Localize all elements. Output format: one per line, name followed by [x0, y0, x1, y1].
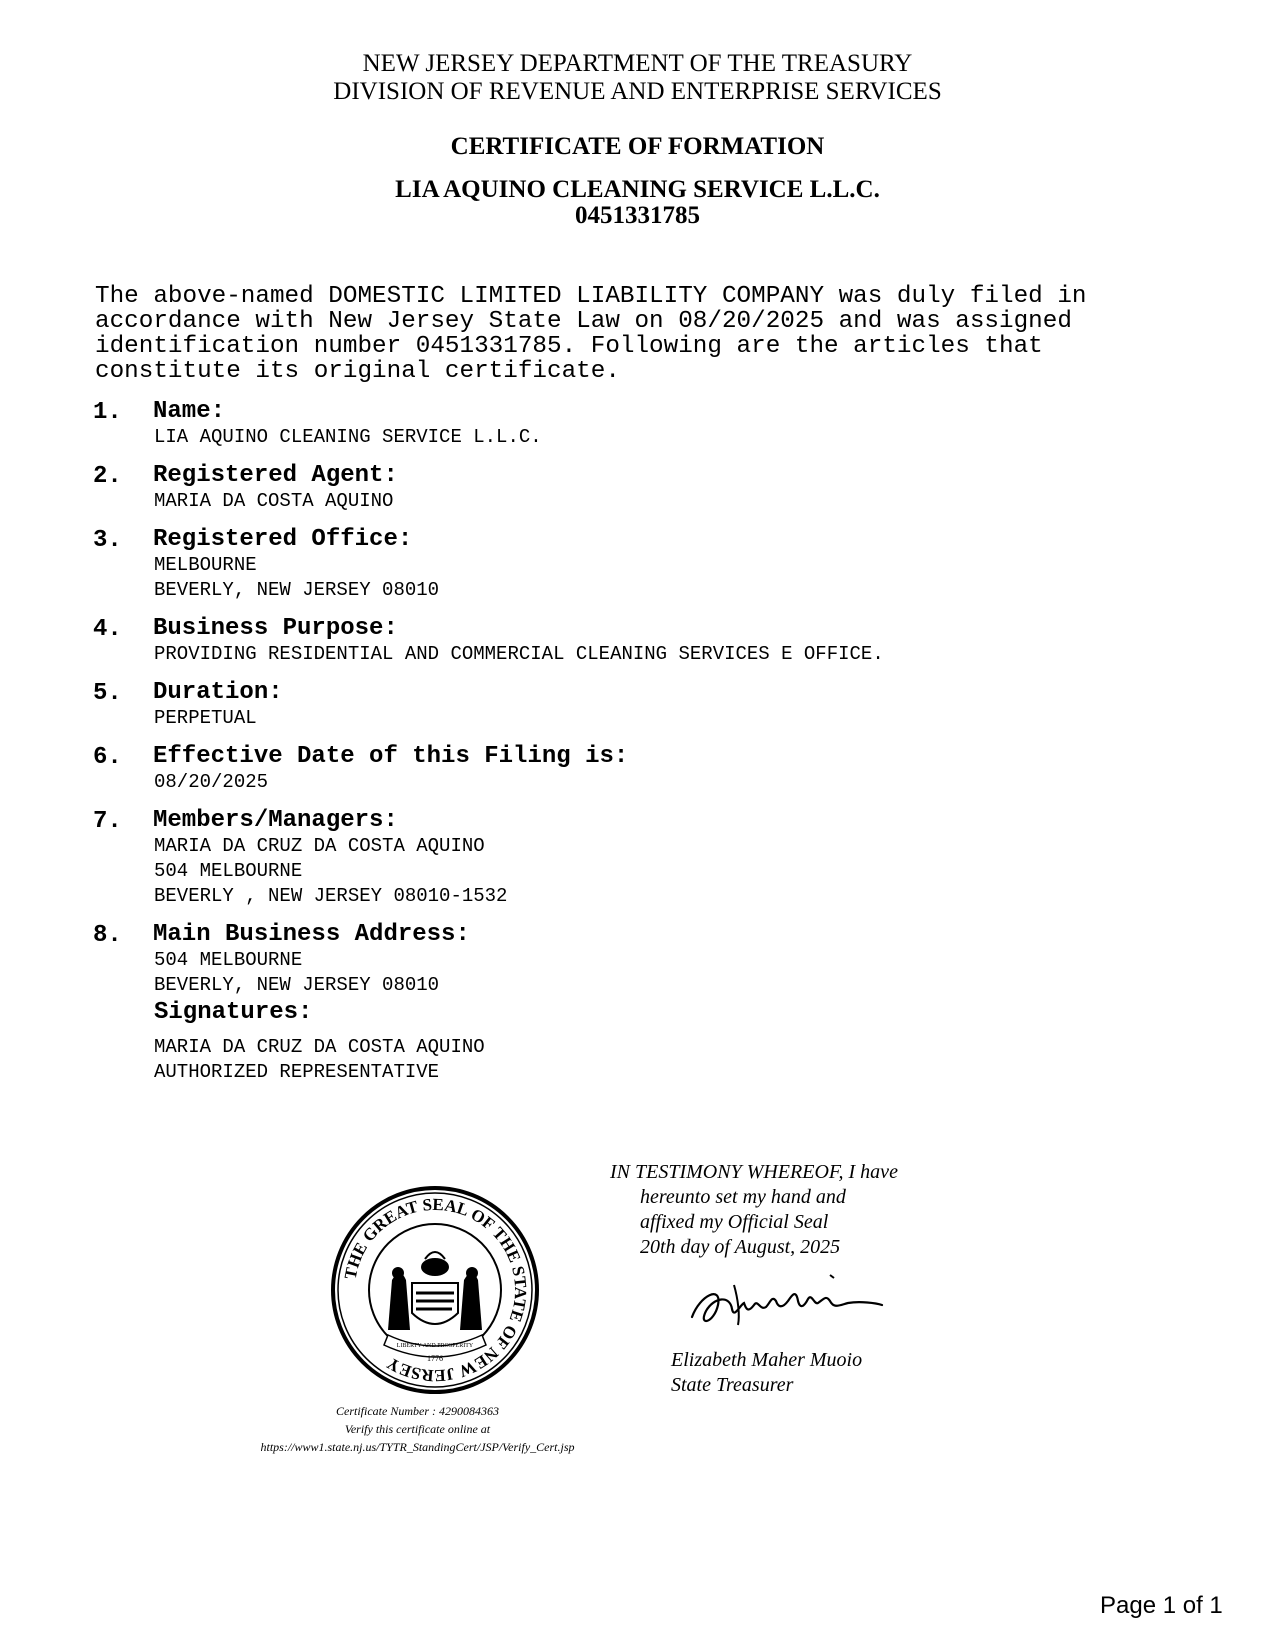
article-heading: Registered Agent: [153, 462, 398, 489]
article-number: 4. [93, 616, 122, 643]
article-value: 08/20/2025 [154, 771, 269, 793]
certificate-number: Certificate Number : 4290084363 [336, 1404, 499, 1418]
article-heading: Business Purpose: [153, 615, 398, 642]
article-number: 3. [93, 527, 122, 554]
page-number: Page 1 of 1 [1100, 1592, 1223, 1619]
testimony-block [610, 1160, 898, 1260]
article-heading: Registered Office: [153, 526, 413, 553]
article-item [93, 616, 1193, 667]
testimony-line-1: IN TESTIMONY WHEREOF, I have [610, 1161, 898, 1183]
seal-year: 1776 [427, 1354, 443, 1363]
article-heading: Name: [153, 398, 226, 425]
article-item [93, 808, 1193, 909]
testimony-line-3: affixed my Official Seal [640, 1211, 829, 1233]
article-heading: Members/Managers: [153, 807, 398, 834]
article-item [93, 922, 1193, 998]
article-value: MARIA DA CRUZ DA COSTA AQUINO [154, 835, 485, 857]
article-number: 6. [93, 744, 122, 771]
article-value: 504 MELBOURNE [154, 860, 303, 882]
article-item [93, 463, 1193, 514]
verify-text: Verify this certificate online at [344, 1422, 491, 1436]
treasurer-title: State Treasurer [671, 1374, 794, 1396]
article-value: MARIA DA COSTA AQUINO [154, 490, 394, 512]
article-value: MELBOURNE [154, 554, 257, 576]
article-value: LIA AQUINO CLEANING SERVICE L.L.C. [154, 426, 542, 448]
division-name: DIVISION OF REVENUE AND ENTERPRISE SERVICES [333, 78, 942, 105]
certificate-verification [230, 1402, 605, 1456]
article-value: PERPETUAL [154, 707, 257, 729]
signer-name: MARIA DA CRUZ DA COSTA AQUINO [154, 1036, 485, 1058]
article-item [93, 399, 1193, 450]
article-number: 2. [93, 463, 122, 490]
article-heading: Main Business Address: [153, 921, 470, 948]
verify-url: https://www1.state.nj.us/TYTR_StandingCert/JSP/Verify_Cert.jsp [260, 1440, 575, 1454]
article-value: BEVERLY, NEW JERSEY 08010 [154, 579, 440, 601]
article-number: 8. [93, 922, 122, 949]
article-item [93, 744, 1193, 795]
intro-paragraph: The above-named DOMESTIC LIMITED LIABILITY COMPANY was duly filed in accordance with New Jersey State Law on 08/20/2025 and was assigned identification number 0451331785. Following are the articles that constitute its original certificate. [95, 283, 1087, 385]
treasurer-block [671, 1348, 862, 1398]
department-header [0, 50, 1275, 106]
signer-title: AUTHORIZED REPRESENTATIVE [154, 1061, 440, 1083]
article-heading: Effective Date of this Filing is: [153, 743, 629, 770]
article-heading: Duration: [153, 679, 283, 706]
article-value: 504 MELBOURNE [154, 949, 303, 971]
treasurer-signature-icon [680, 1265, 890, 1345]
article-value: BEVERLY , NEW JERSEY 08010-1532 [154, 885, 508, 907]
certificate-title: CERTIFICATE OF FORMATION [450, 133, 825, 160]
seal-ribbon-text: LIBERTY AND PROSPERITY [396, 1343, 474, 1349]
article-number: 5. [93, 680, 122, 707]
signatures-section [154, 1000, 485, 1085]
state-seal-icon [330, 1185, 540, 1395]
company-name: LIA AQUINO CLEANING SERVICE L.L.C. [395, 176, 880, 203]
article-item [93, 527, 1193, 603]
testimony-line-4: 20th day of August, 2025 [640, 1236, 841, 1258]
company-title-block [0, 177, 1275, 229]
department-name: NEW JERSEY DEPARTMENT OF THE TREASURY [362, 50, 913, 77]
article-value: PROVIDING RESIDENTIAL AND COMMERCIAL CLEANING SERVICES E OFFICE. [154, 643, 884, 665]
signatures-heading: Signatures: [154, 999, 313, 1026]
article-number: 7. [93, 808, 122, 835]
company-id-number: 0451331785 [575, 202, 700, 229]
seal-ring-text: THE GREAT SEAL OF THE STATE OF NEW JERSEY [340, 1194, 531, 1386]
article-item [93, 680, 1193, 731]
article-number: 1. [93, 399, 122, 426]
article-value: BEVERLY, NEW JERSEY 08010 [154, 974, 440, 996]
articles-list [93, 399, 1193, 1011]
testimony-line-2: hereunto set my hand and [640, 1186, 846, 1208]
treasurer-name: Elizabeth Maher Muoio [671, 1349, 863, 1371]
